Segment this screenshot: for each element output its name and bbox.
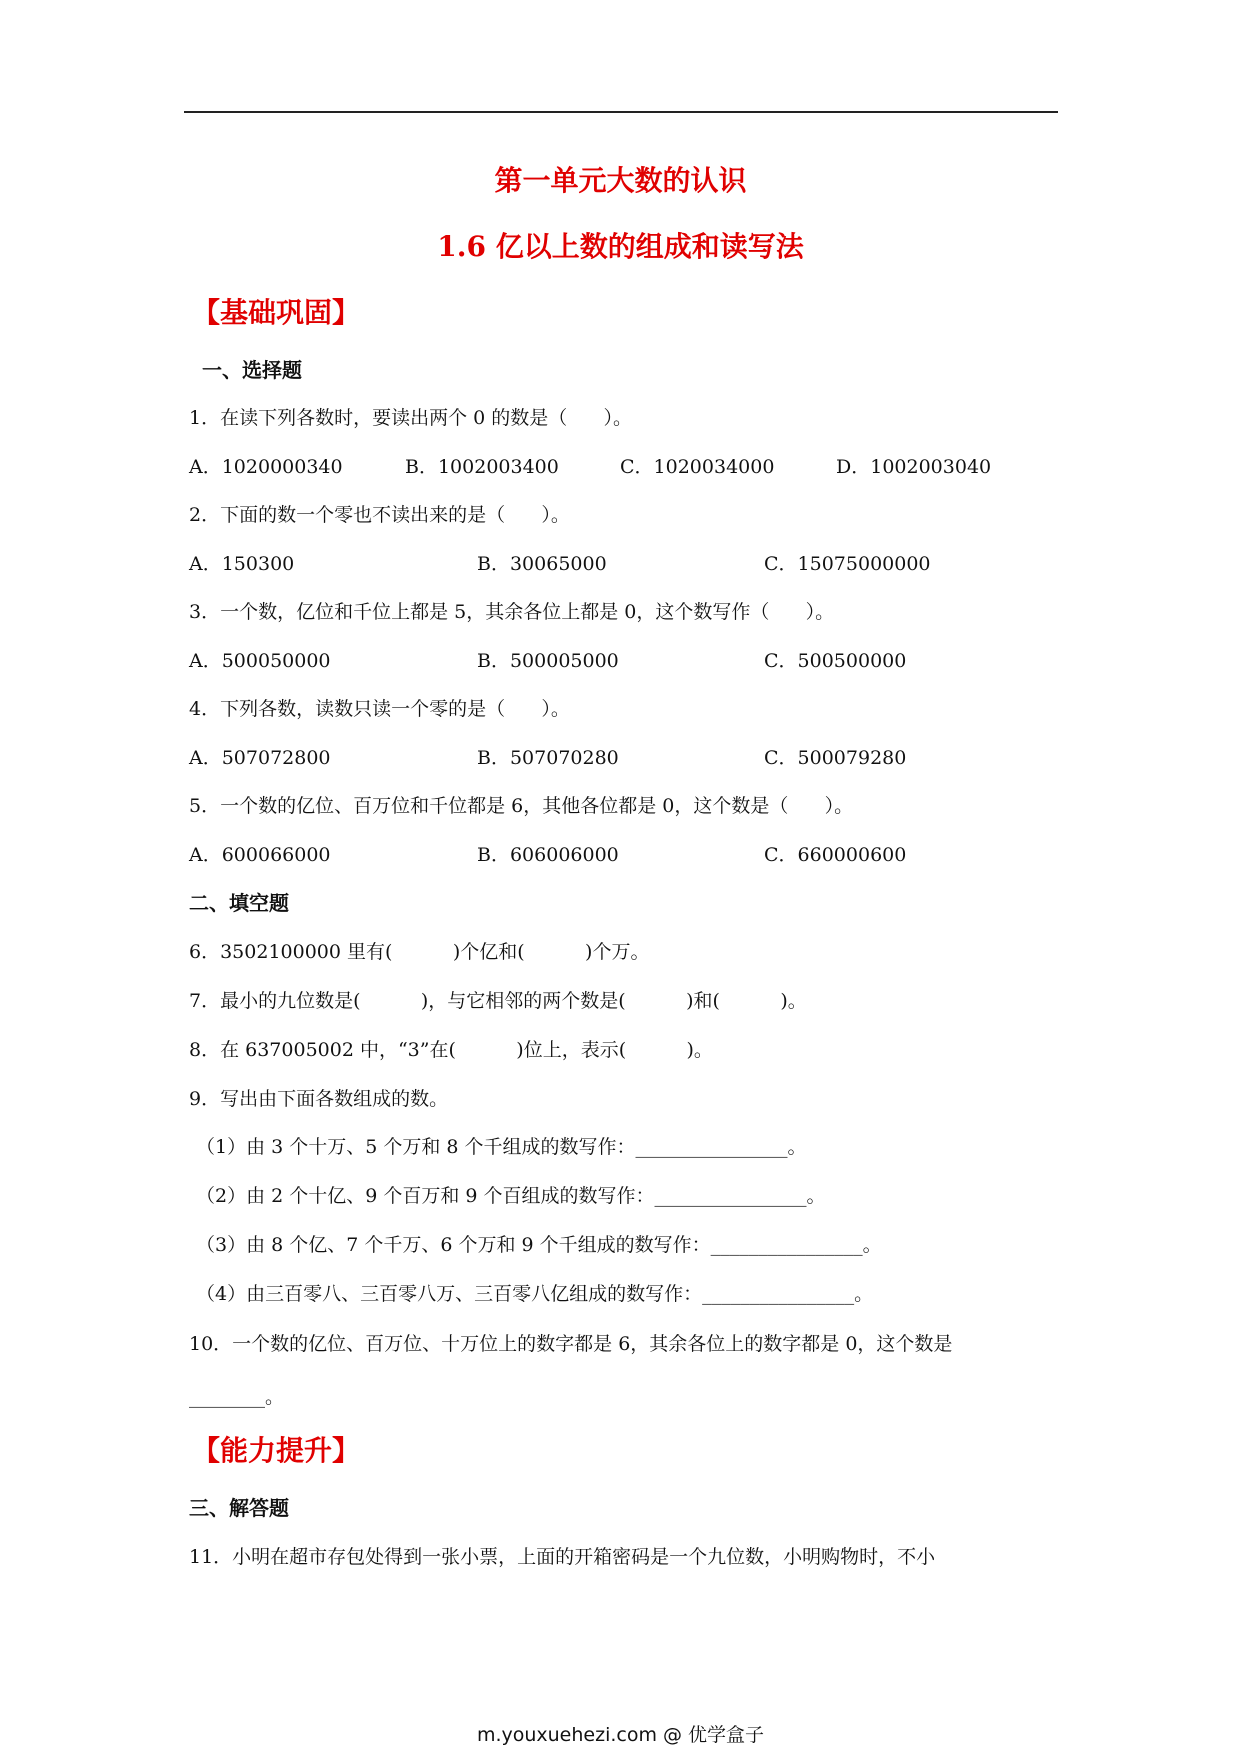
question-3-option-b: B．500005000 — [477, 650, 619, 672]
question-2-option-a: A．150300 — [189, 553, 295, 575]
question-1-option-a: A．1020000340 — [189, 456, 343, 478]
question-5-option-a: A．600066000 — [189, 844, 331, 866]
question-10-line-2: ________。 — [189, 1386, 285, 1408]
question-9-stem: 9．写出由下面各数组成的数。 — [189, 1088, 449, 1110]
question-5-option-b: B．606006000 — [477, 844, 619, 866]
question-2-option-c: C．15075000000 — [764, 553, 931, 575]
question-1-option-b: B．1002003400 — [405, 456, 559, 478]
question-4-stem: 4．下列各数，读数只读一个零的是（ ）。 — [189, 698, 570, 720]
question-4-option-a: A．507072800 — [189, 747, 331, 769]
part-fill-heading: 二、填空题 — [189, 891, 289, 915]
question-8: 8．在 637005002 中，“3”在( )位上，表示( )。 — [189, 1039, 713, 1061]
question-4-option-c: C．500079280 — [764, 747, 907, 769]
question-1-option-c: C．1020034000 — [620, 456, 775, 478]
section-advanced-heading: 【能力提升】 — [192, 1434, 361, 1467]
document-subtitle: 1.6 亿以上数的组成和读写法 — [437, 230, 804, 263]
question-9-part-4: （4）由三百零八、三百零八万、三百零八亿组成的数写作：________________。 — [196, 1283, 874, 1305]
question-9-part-3: （3）由 8 个亿、7 个千万、6 个万和 9 个千组成的数写作：________________。 — [196, 1234, 882, 1256]
question-3-stem: 3．一个数，亿位和千位上都是 5，其余各位上都是 0，这个数写作（ ）。 — [189, 601, 835, 623]
question-3-option-a: A．500050000 — [189, 650, 331, 672]
question-1-stem: 1．在读下列各数时，要读出两个 0 的数是（ ）。 — [189, 407, 632, 429]
question-9-part-1: （1）由 3 个十万、5 个万和 8 个千组成的数写作：________________。 — [196, 1136, 807, 1158]
question-2-option-b: B．30065000 — [477, 553, 607, 575]
document-title: 第一单元大数的认识 — [494, 164, 747, 197]
footer-watermark: m.youxuehezi.com @ 优学盒子 — [476, 1724, 765, 1746]
question-9-part-2: （2）由 2 个十亿、9 个百万和 9 个百组成的数写作：________________。 — [196, 1185, 826, 1207]
question-5-stem: 5．一个数的亿位、百万位和千位都是 6，其他各位都是 0，这个数是（ ）。 — [189, 795, 854, 817]
section-basic-heading: 【基础巩固】 — [192, 296, 361, 329]
part-answer-heading: 三、解答题 — [189, 1496, 289, 1520]
question-11: 11．小明在超市存包处得到一张小票，上面的开箱密码是一个九位数，小明购物时，不小 — [189, 1546, 936, 1568]
question-1-option-d: D．1002003040 — [836, 456, 992, 478]
question-7: 7．最小的九位数是( )，与它相邻的两个数是( )和( )。 — [189, 990, 807, 1012]
question-5-option-c: C．660000600 — [764, 844, 907, 866]
header-rule — [184, 111, 1058, 113]
question-6: 6．3502100000 里有( )个亿和( )个万。 — [189, 941, 650, 963]
question-3-option-c: C．500500000 — [764, 650, 907, 672]
part-choice-heading: 一、选择题 — [202, 358, 302, 382]
question-2-stem: 2．下面的数一个零也不读出来的是（ ）。 — [189, 504, 570, 526]
question-10-line-1: 10．一个数的亿位、百万位、十万位上的数字都是 6，其余各位上的数字都是 0，这个数是 — [189, 1333, 953, 1355]
question-4-option-b: B．507070280 — [477, 747, 619, 769]
